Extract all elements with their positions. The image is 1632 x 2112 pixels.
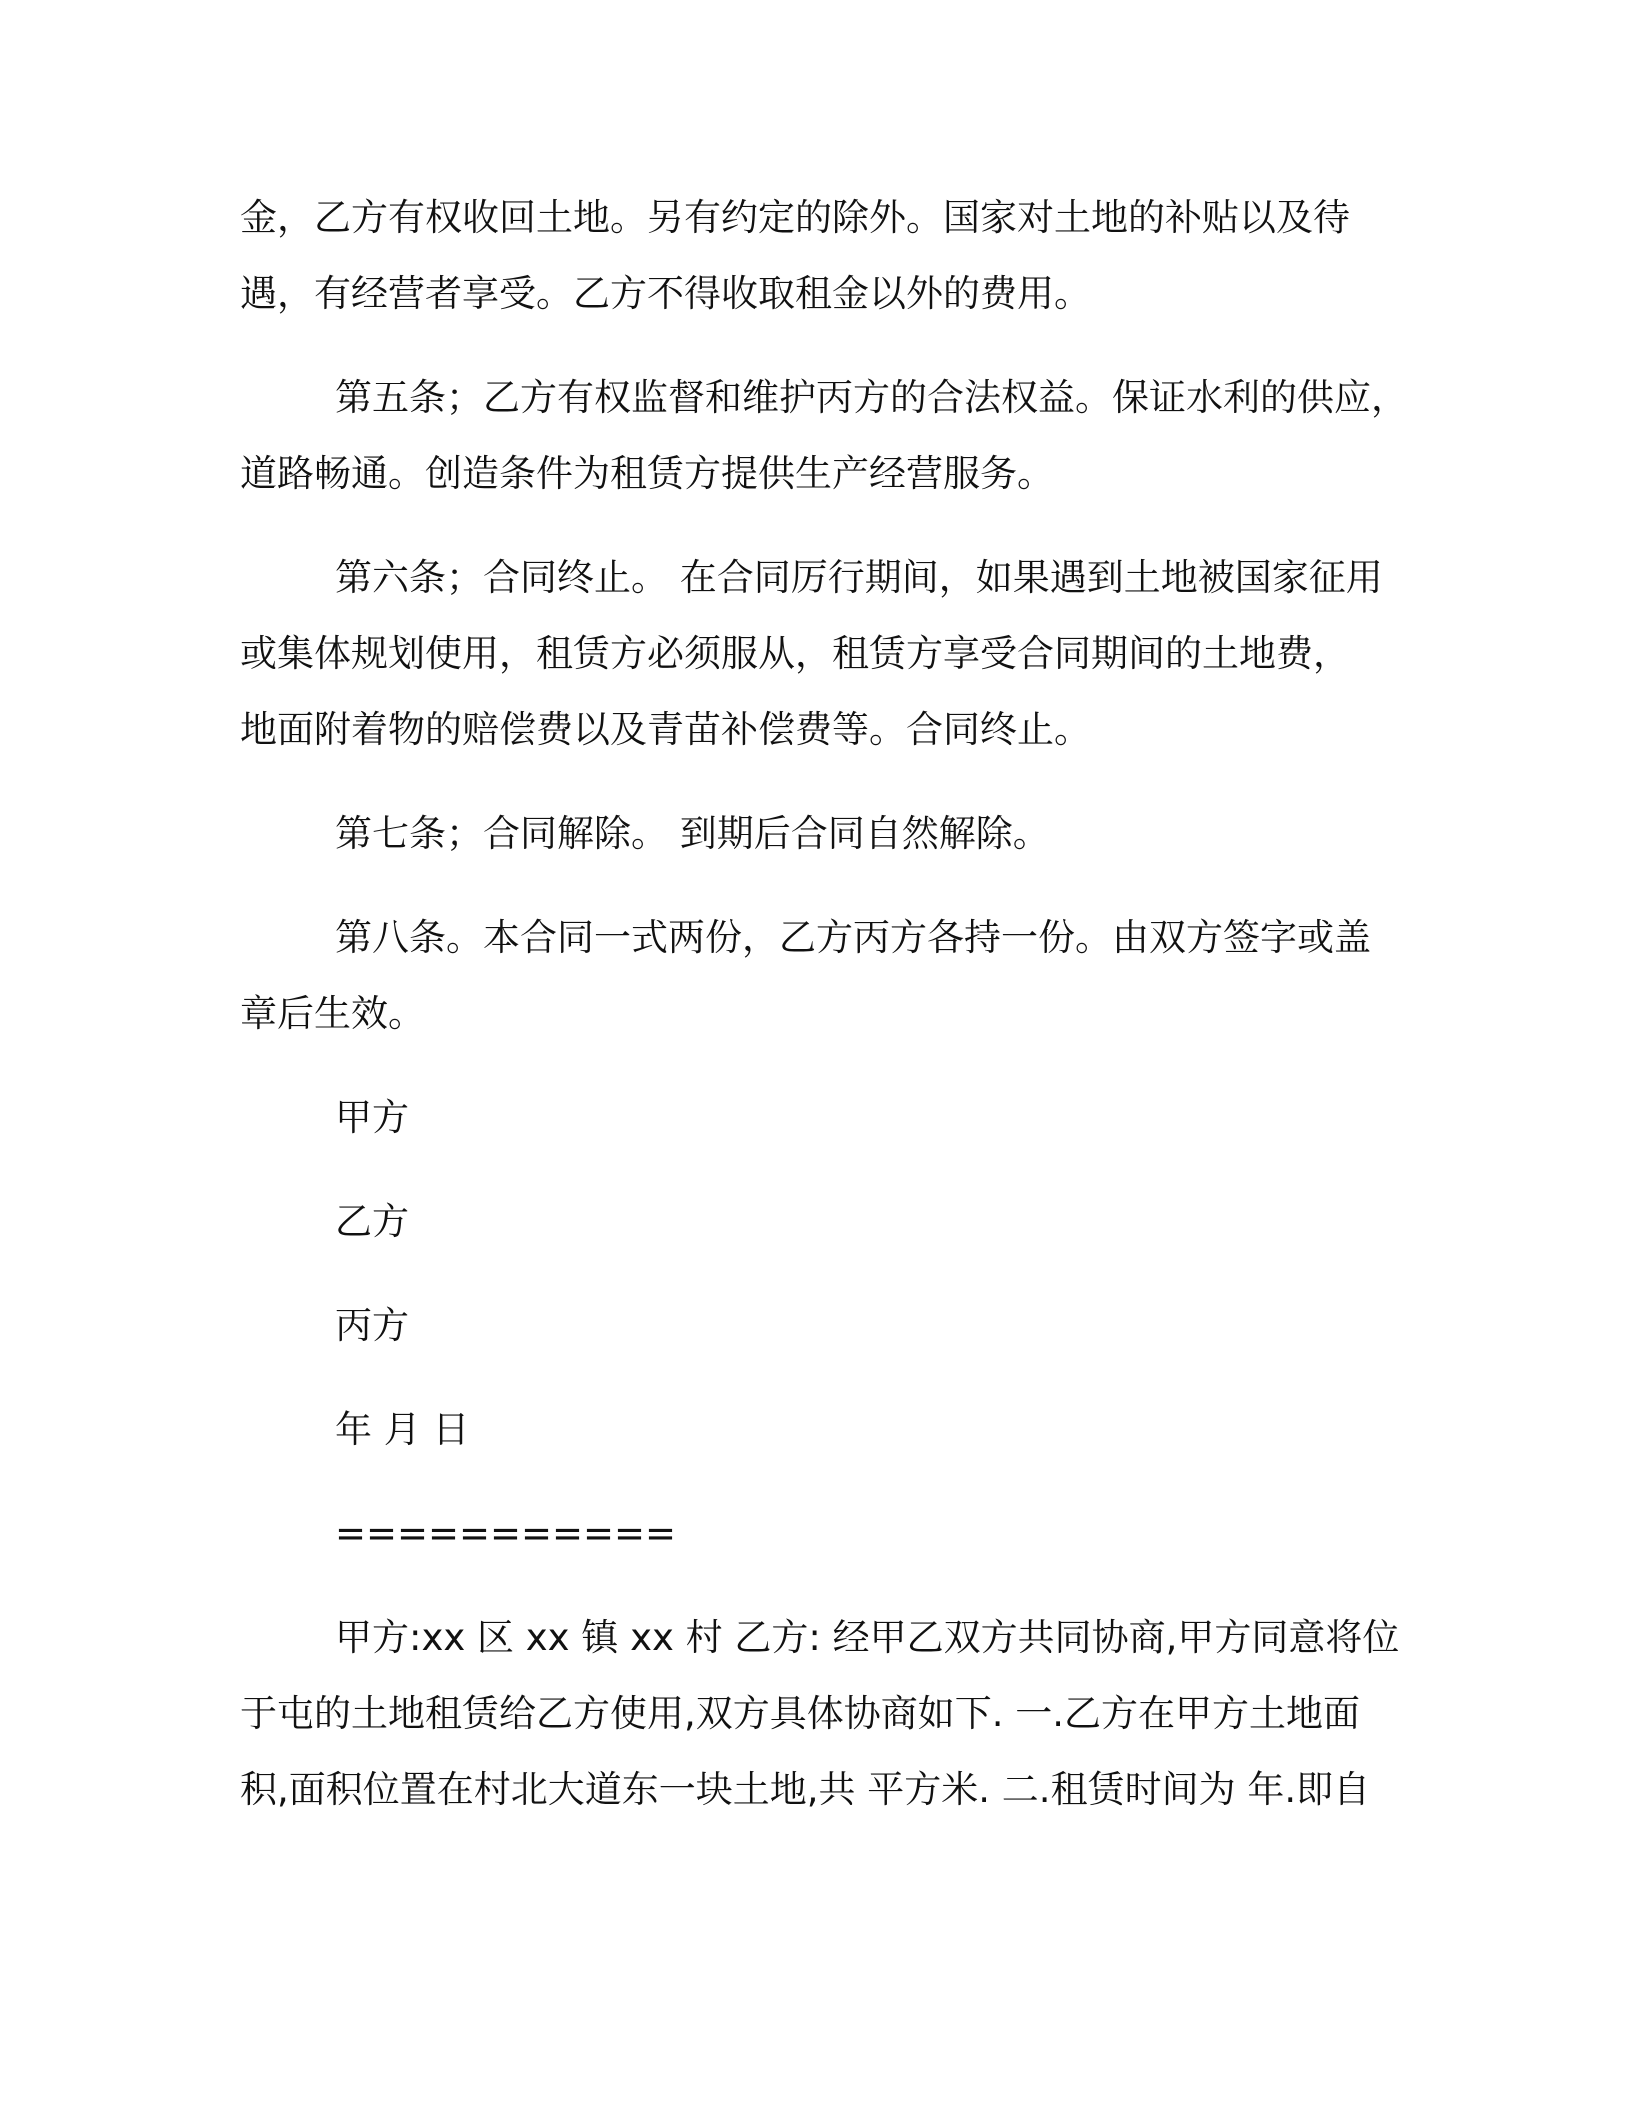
paragraph-clause-7-line-1: 第七条；合同解除。 到期后合同自然解除。	[335, 812, 1050, 855]
paragraph-clause-8-line-2: 章后生效。	[240, 992, 425, 1035]
signature-party-a: 甲方	[335, 1096, 409, 1139]
paragraph-clause-8-line-1: 第八条。本合同一式两份，乙方丙方各持一份。由双方签字或盖	[335, 916, 1371, 959]
section-separator: ===========	[335, 1512, 677, 1555]
paragraph-clause-4-line-1: 金，乙方有权收回土地。另有约定的除外。国家对土地的补贴以及待	[240, 196, 1350, 239]
second-contract-line-2: 于屯的土地租赁给乙方使用,双方具体协商如下. 一.乙方在甲方土地面	[240, 1692, 1361, 1735]
signature-date: 年 月 日	[335, 1408, 470, 1451]
paragraph-clause-5-line-2: 道路畅通。创造条件为租赁方提供生产经营服务。	[240, 452, 1054, 495]
paragraph-clause-6-line-2: 或集体规划使用，租赁方必须服从，租赁方享受合同期间的土地费，	[240, 632, 1350, 675]
paragraph-clause-4-line-2: 遇，有经营者享受。乙方不得收取租金以外的费用。	[240, 272, 1091, 315]
second-contract-line-1: 甲方:xx 区 xx 镇 xx 村 乙方: 经甲乙双方共同协商,甲方同意将位	[335, 1616, 1400, 1659]
paragraph-clause-6-line-1: 第六条；合同终止。 在合同厉行期间，如果遇到土地被国家征用	[335, 556, 1383, 599]
paragraph-clause-5-line-1: 第五条；乙方有权监督和维护丙方的合法权益。保证水利的供应，	[335, 376, 1408, 419]
second-contract-line-3: 积,面积位置在村北大道东一块土地,共 平方米. 二.租赁时间为 年.即自	[240, 1768, 1371, 1811]
signature-party-c: 丙方	[335, 1304, 409, 1347]
paragraph-clause-6-line-3: 地面附着物的赔偿费以及青苗补偿费等。合同终止。	[240, 708, 1091, 751]
signature-party-b: 乙方	[335, 1200, 409, 1243]
